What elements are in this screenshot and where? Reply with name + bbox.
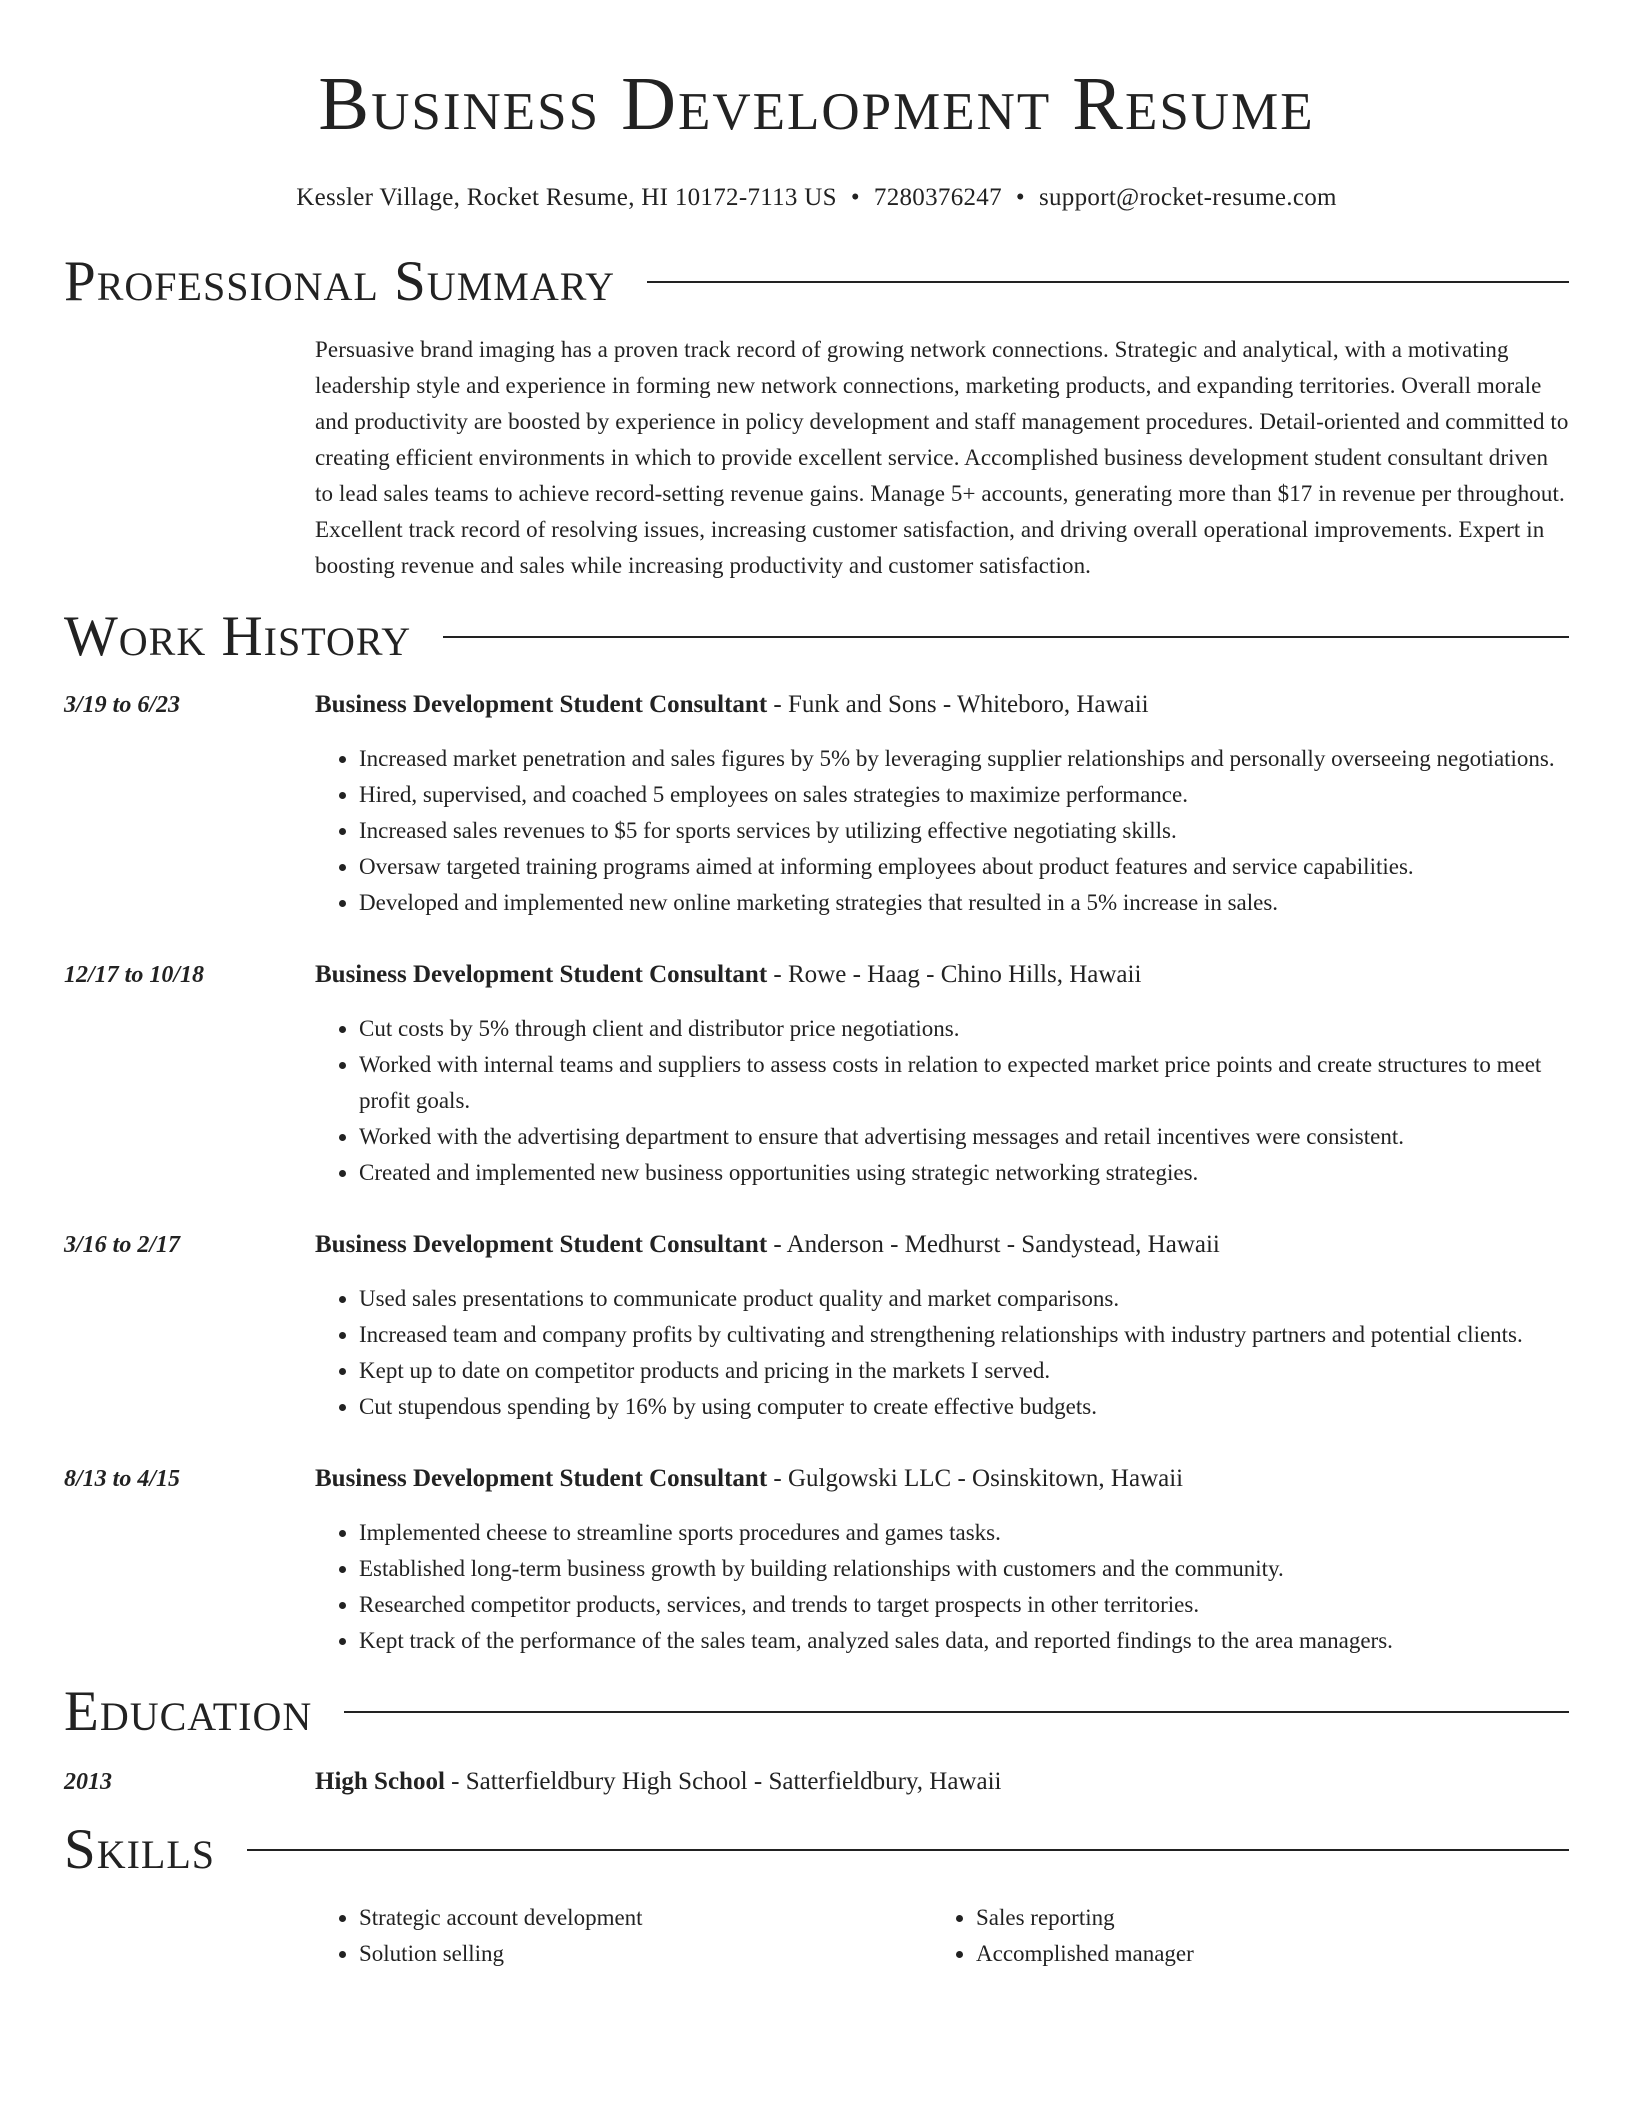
job-bullet-item: • Established long-term business growth by building relationships with customers and the community. [359, 1551, 1569, 1587]
job-bullets [315, 741, 1569, 921]
job-row [64, 959, 1569, 1191]
job-bullet-item: • Hired, supervised, and coached 5 employees on sales strategies to maximize performance. [359, 777, 1569, 813]
job-dates: 3/16 to 2/17 [64, 1232, 181, 1258]
skills-column-right [932, 1900, 1194, 1972]
job-content [315, 1229, 1569, 1425]
job-bullet-item: • Worked with internal teams and suppliers to assess costs in relation to expected market price points and create structures to meet profit goals. [359, 1047, 1569, 1119]
resume-title: Business Development Resume [318, 62, 1315, 146]
job-dates: 12/17 to 10/18 [64, 962, 205, 988]
summary-heading: Professional Summary [64, 250, 616, 313]
job-title: Business Development Student Consultant [315, 1465, 768, 1492]
job-title: Business Development Student Consultant [315, 691, 768, 718]
section-divider [647, 281, 1569, 283]
skill-item: • Solution selling [359, 1936, 932, 1972]
job-title-line [315, 1463, 1569, 1495]
job-bullet-item: • Researched competitor products, services, and trends to target prospects in other territories. [359, 1587, 1569, 1623]
section-divider [443, 636, 1569, 638]
education-details: - Satterfieldbury High School - Satterfieldbury, Hawaii [444, 1768, 1002, 1795]
education-section-header [64, 1682, 1569, 1742]
job-bullet-item: • Kept track of the performance of the sales team, analyzed sales data, and reported findings to the area managers. [359, 1623, 1569, 1659]
education-entry [64, 1766, 1569, 1798]
job-row [64, 1463, 1569, 1659]
job-bullets [315, 1515, 1569, 1659]
job-list [64, 689, 1569, 1659]
job-employer-location: - Gulgowski LLC - Osinskitown, Hawaii [767, 1465, 1184, 1492]
education-details-line [315, 1766, 1569, 1798]
job-content [315, 959, 1569, 1191]
job-row [64, 689, 1569, 921]
job-dates: 8/13 to 4/15 [64, 1466, 181, 1492]
contact-email: support@rocket-resume.com [1038, 184, 1337, 211]
job-bullet-item: • Increased market penetration and sales figures by 5% by leveraging supplier relationships and personally overseeing negotiations. [359, 741, 1569, 777]
job-employer-location: - Funk and Sons - Whiteboro, Hawaii [767, 691, 1149, 718]
contact-line [64, 182, 1569, 214]
job-entry [64, 689, 1569, 921]
job-content [315, 689, 1569, 921]
summary-text: Persuasive brand imaging has a proven track record of growing network connections. Strategic and analytical, with a motivating leadership style and experience in forming new network connections, marketing products, and expanding territories. Overall morale and productivity are boosted by experience in policy development and staff management procedures. Detail-oriented and committed to creating efficient environments in which to provide excellent service. Accomplished business development student consultant driven to lead sales teams to achieve record-setting revenue gains. Manage 5+ accounts, generating more than $17 in revenue per throughout. Excellent track record of resolving issues, increasing customer satisfaction, and driving overall operational improvements. Expert in boosting revenue and sales while increasing productivity and customer satisfaction. [315, 337, 1569, 578]
skills-section-header [64, 1820, 1569, 1880]
job-bullet-item: • Cut stupendous spending by 16% by using computer to create effective budgets. [359, 1389, 1569, 1425]
skill-item: • Accomplished manager [976, 1936, 1194, 1972]
job-bullet-item: • Cut costs by 5% through client and distributor price negotiations. [359, 1011, 1569, 1047]
skills-heading: Skills [64, 1818, 216, 1881]
job-bullet-item: • Increased team and company profits by cultivating and strengthening relationships with industry partners and potential clients. [359, 1317, 1569, 1353]
job-bullet-item: • Used sales presentations to communicate product quality and market comparisons. [359, 1281, 1569, 1317]
job-bullet-item: • Worked with the advertising department to ensure that advertising messages and retail incentives were consistent. [359, 1119, 1569, 1155]
job-employer-location: - Anderson - Medhurst - Sandystead, Hawaii [767, 1231, 1220, 1258]
job-employer-location: - Rowe - Haag - Chino Hills, Hawaii [767, 961, 1142, 988]
job-bullet-item: • Developed and implemented new online marketing strategies that resulted in a 5% increase in sales. [359, 885, 1569, 921]
education-year: 2013 [64, 1769, 112, 1795]
job-row [64, 1229, 1569, 1425]
job-entry [64, 1229, 1569, 1425]
job-dates: 3/19 to 6/23 [64, 692, 181, 718]
job-bullet-item: • Created and implemented new business opportunities using strategic networking strategies. [359, 1155, 1569, 1191]
job-content [315, 1463, 1569, 1659]
resume-page [64, 0, 1569, 1972]
contact-separator: • [1015, 184, 1025, 211]
work-section-header [64, 607, 1569, 667]
work-heading: Work History [64, 605, 412, 668]
job-bullet-item: • Oversaw targeted training programs aimed at informing employees about product features and service capabilities. [359, 849, 1569, 885]
skill-item: • Strategic account development [359, 1900, 932, 1936]
section-divider [344, 1711, 1569, 1713]
job-entry [64, 1463, 1569, 1659]
contact-address: Kessler Village, Rocket Resume, HI 10172-7113 US [296, 184, 837, 211]
skills-column-left [315, 1900, 932, 1972]
education-heading: Education [64, 1680, 313, 1743]
section-divider [247, 1849, 1569, 1851]
skill-item: • Sales reporting [976, 1900, 1194, 1936]
contact-phone: 7280376247 [873, 184, 1002, 211]
job-entry [64, 959, 1569, 1191]
education-degree: High School [315, 1768, 445, 1795]
job-bullets [315, 1281, 1569, 1425]
job-bullets [315, 1011, 1569, 1191]
summary-section-header [64, 252, 1569, 312]
job-title-line [315, 959, 1569, 991]
job-title: Business Development Student Consultant [315, 961, 768, 988]
skills-list [315, 1900, 1569, 1972]
job-bullet-item: • Increased sales revenues to $5 for sports services by utilizing effective negotiating skills. [359, 813, 1569, 849]
job-title: Business Development Student Consultant [315, 1231, 768, 1258]
job-bullet-item: • Kept up to date on competitor products and pricing in the markets I served. [359, 1353, 1569, 1389]
contact-separator: • [850, 184, 860, 211]
job-title-line [315, 689, 1569, 721]
job-bullet-item: • Implemented cheese to streamline sports procedures and games tasks. [359, 1515, 1569, 1551]
job-title-line [315, 1229, 1569, 1261]
